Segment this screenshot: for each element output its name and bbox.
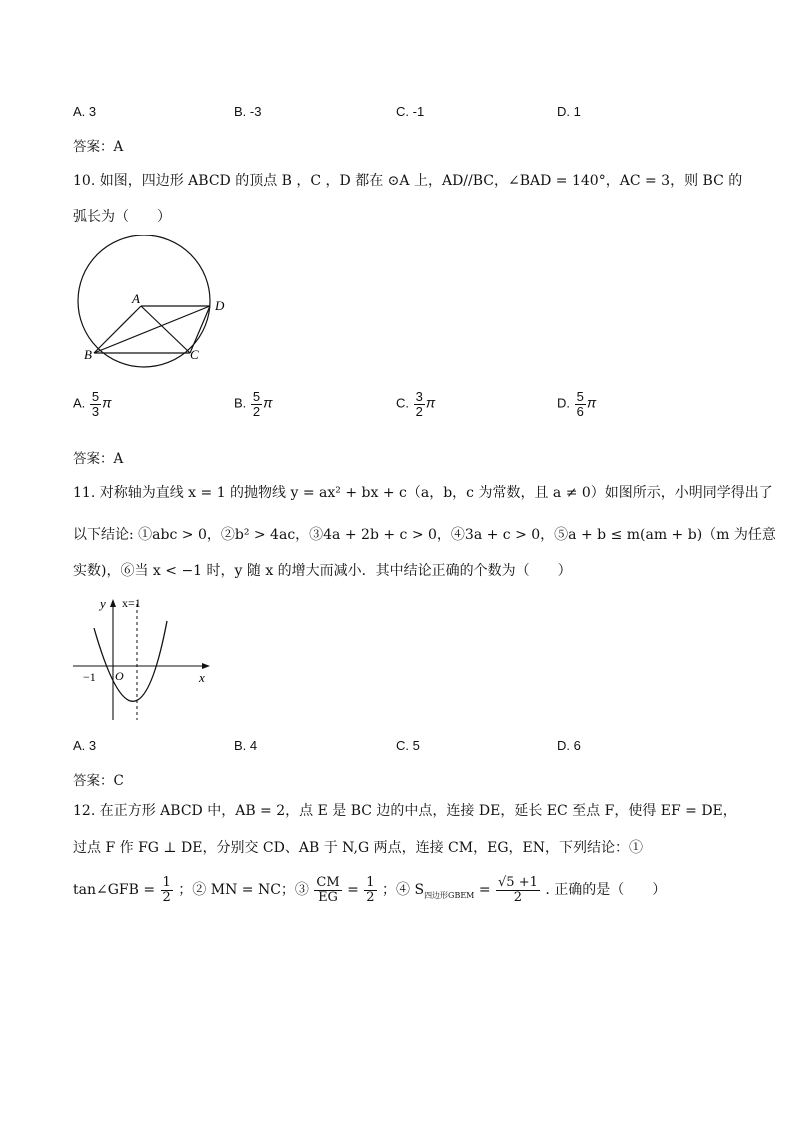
q11-option-c: C. 5 — [396, 738, 420, 753]
label-origin: O — [115, 669, 124, 683]
label-c: C — [190, 347, 199, 362]
q11-option-b: B. 4 — [234, 738, 258, 753]
label-a: A — [132, 291, 140, 306]
label-y: y — [100, 596, 106, 611]
q11-stem-line2: 以下结论: ①abc > 0，②b² > 4ac，③4a + 2b + c > 0，④3a + c > 0，⑤a + b ≤ m(am + b)（m 为任意 — [73, 527, 776, 543]
x-axis-arrow — [202, 663, 210, 669]
q10-stem-line1: 10. 如图，四边形 ABCD 的顶点 B ，C ，D 都在 ⊙A 上，AD//BC，∠BAD = 140°，AC = 3，则 BC 的 — [73, 173, 743, 189]
label-x: x — [199, 670, 205, 685]
segment-ac — [141, 306, 190, 353]
label-neg1: −1 — [83, 670, 96, 684]
q11-option-d: D. 6 — [557, 738, 581, 753]
q10-option-d: D. $\frac{5}{6}$ π — [557, 389, 597, 419]
q10-answer: 答案：A — [73, 451, 124, 467]
q10-option-b: B. $\frac{5}{2}$ π — [234, 389, 273, 419]
q9-option-b: B. -3 — [234, 104, 262, 119]
label-b: B — [84, 347, 92, 362]
q9-answer: 答案：A — [73, 139, 124, 155]
y-axis-arrow — [110, 599, 116, 607]
q11-stem-line1: 11. 对称轴为直线 x = 1 的抛物线 y = ax² + bx + c（a，b，c 为常数，且 a ≠ 0）如图所示，小明同学得出了 — [73, 485, 773, 501]
q11-option-a: A. 3 — [73, 738, 97, 753]
q9-option-c: C. -1 — [396, 104, 425, 119]
q11-parabola-graph — [70, 590, 215, 725]
q9-option-d: D. 1 — [557, 104, 581, 119]
label-d: D — [215, 298, 225, 313]
label-axis: x=1 — [122, 596, 141, 610]
q10-option-a: A. $\frac{5}{3}$ π — [73, 389, 112, 419]
q11-answer: 答案：C — [73, 773, 124, 789]
q12-stem-line2: 过点 F 作 FG ⊥ DE，分别交 CD、AB 于 N,G 两点，连接 CM，EG，EN，下列结论：① — [73, 840, 643, 856]
q11-stem-line3: 实数)，⑥当 x < −1 时，y 随 x 的增大而减小．其中结论正确的个数为（ ） — [73, 563, 572, 579]
q12-stem-line3: tan∠GFB = $\frac{1}{2}$ ；② MN = NC；③ $\frac{CM}{EG}$ = $\frac{1}{2}$ ；④ $S_{四边形GBEM}$ = $\frac{√5 +1}{2}$ . 正确的是（ ） — [73, 875, 667, 905]
parabola-curve — [94, 621, 167, 701]
q10-stem-line2: 弧长为（ ） — [73, 209, 171, 225]
q12-stem-line1: 12. 在正方形 ABCD 中，AB = 2，点 E 是 BC 边的中点，连接 DE，延长 EC 至点 F，使得 EF = DE， — [73, 803, 737, 819]
q10-option-c: C. $\frac{3}{2}$ π — [396, 389, 436, 419]
segment-ab — [94, 306, 141, 353]
q9-option-a: A. 3 — [73, 104, 97, 119]
q10-circle-figure — [75, 235, 235, 370]
